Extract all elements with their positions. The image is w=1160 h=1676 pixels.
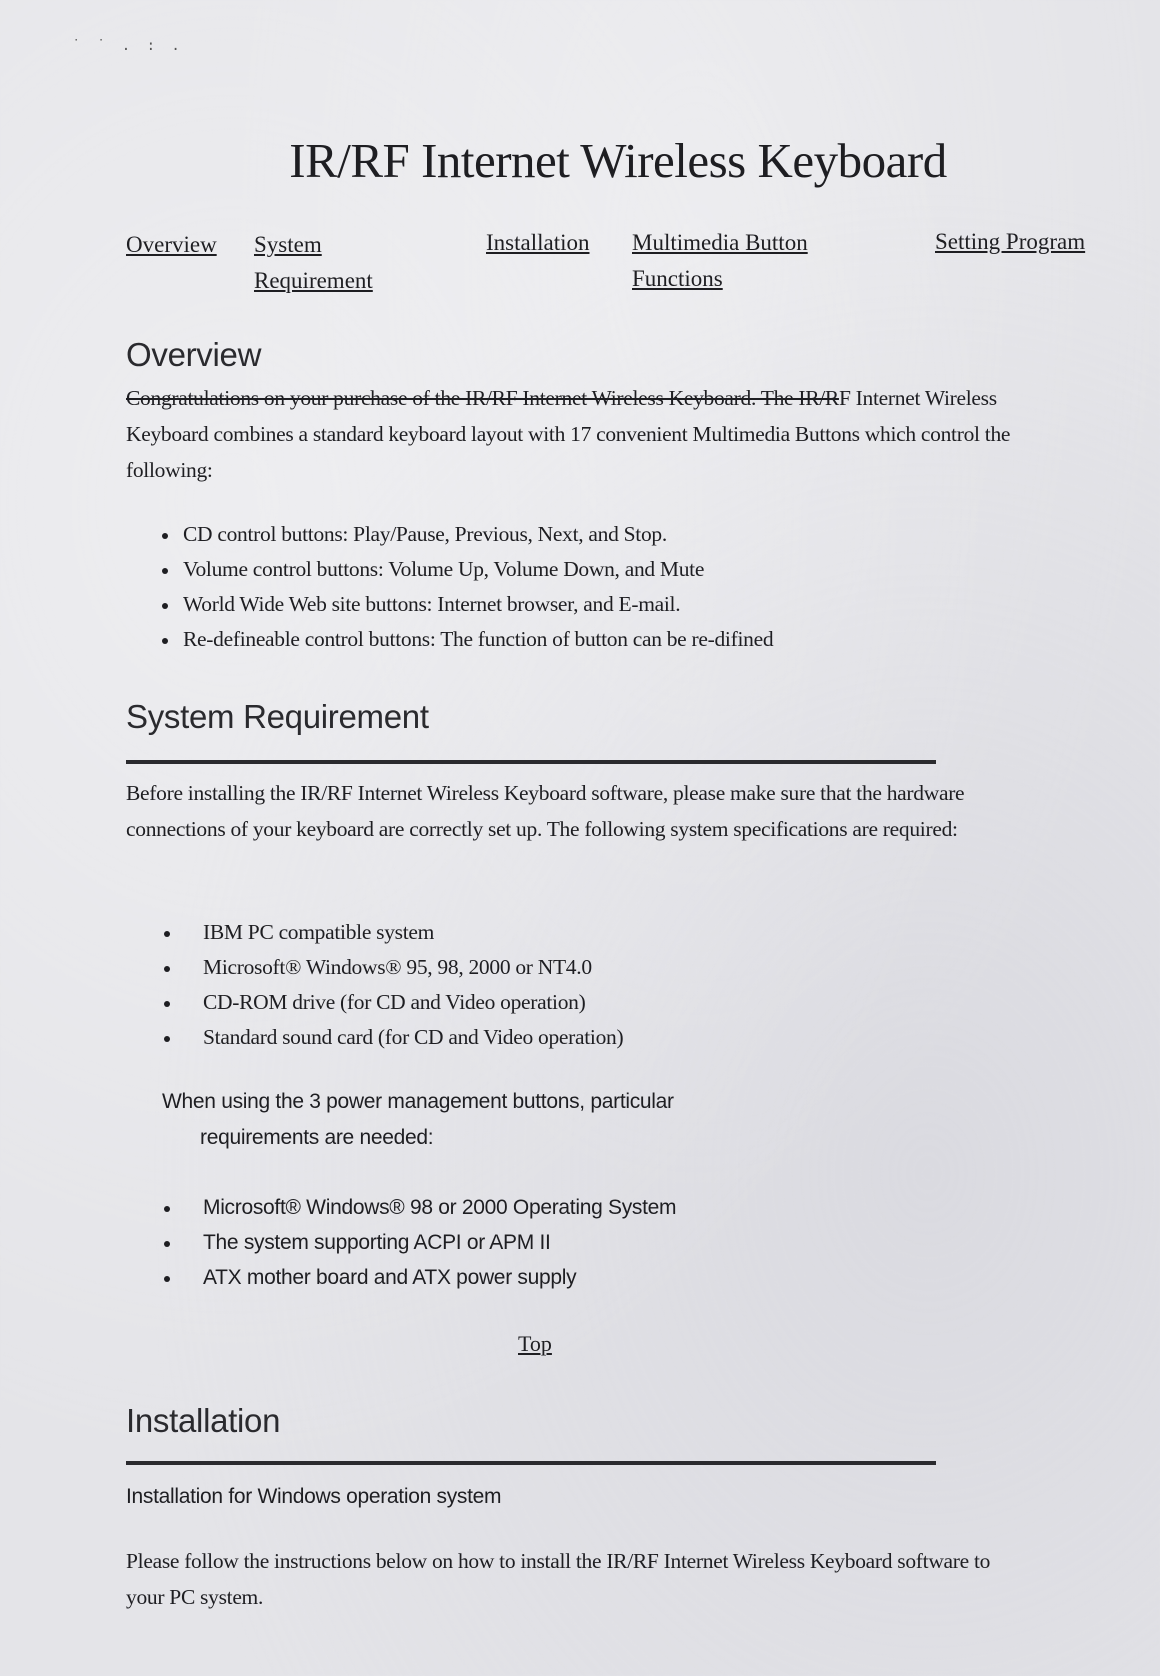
scan-specks: ˙ ˙ . : . <box>72 38 184 54</box>
list-item: Standard sound card (for CD and Video operation) <box>162 1020 623 1055</box>
power-management-note <box>162 1084 962 1156</box>
system-requirement-intro: Before installing the IR/RF Internet Wireless Keyboard software, please make sure that the hardware connections of your keyboard are correctly set up. The following system specifications are required: <box>126 781 965 841</box>
system-requirement-heading: System Requirement <box>126 698 429 735</box>
overview-intro-rest: Wireless Keyboard combines a standard keyboard layout with 17 convenient Multimedia Buttons which control the following: <box>126 386 1011 482</box>
power-requirement-list <box>162 1190 676 1295</box>
document-title: IR/RF Internet Wireless Keyboard <box>289 133 947 188</box>
power-note-line1: When using the 3 power management buttons, particular <box>162 1090 674 1113</box>
list-item: Microsoft® Windows® 95, 98, 2000 or NT4.0 <box>162 950 623 985</box>
section-divider <box>126 760 936 764</box>
nav-multimedia-line2: Functions <box>632 266 723 291</box>
overview-intro <box>126 380 1066 488</box>
section-divider <box>126 1461 936 1465</box>
back-to-top-link[interactable]: Top <box>518 1331 552 1356</box>
system-spec-list <box>162 915 623 1055</box>
list-item: CD-ROM drive (for CD and Video operation) <box>162 985 623 1020</box>
list-item: Microsoft® Windows® 98 or 2000 Operating System <box>162 1190 676 1225</box>
nav-overview-link[interactable]: Overview <box>126 232 217 257</box>
nav-multimedia-line1: Multimedia Button <box>632 230 808 255</box>
nav-setting-program-link[interactable]: Setting Program <box>935 229 1086 254</box>
overview-feature-list <box>160 517 773 657</box>
list-item: IBM PC compatible system <box>162 915 623 950</box>
installation-heading: Installation <box>126 1402 281 1439</box>
list-item: World Wide Web site buttons: Internet browser, and E-mail. <box>160 587 773 622</box>
list-item: The system supporting ACPI or APM II <box>162 1225 676 1260</box>
nav-system-line2: Requirement <box>254 268 373 293</box>
list-item: CD control buttons: Play/Pause, Previous, Next, and Stop. <box>160 517 773 552</box>
list-item: Re-defineable control buttons: The function of button can be re-difined <box>160 622 773 657</box>
overview-heading: Overview <box>126 336 262 373</box>
nav-system-line1: System <box>254 232 322 257</box>
nav-multimedia-link[interactable] <box>632 225 808 297</box>
nav-installation-link[interactable]: Installation <box>486 230 590 255</box>
list-item: ATX mother board and ATX power supply <box>162 1260 676 1295</box>
power-note-line2: requirements are needed: <box>200 1126 434 1149</box>
installation-subheading: Installation for Windows operation system <box>126 1485 502 1508</box>
nav-system-requirement-link[interactable] <box>254 227 373 299</box>
overview-intro-struck-text: Congratulations on your purchase of the IR/RF Internet Wireless Keyboard. The IR/R <box>126 386 839 410</box>
list-item: Volume control buttons: Volume Up, Volume Down, and Mute <box>160 552 773 587</box>
overview-intro-line1-rest: F Internet <box>838 386 921 410</box>
installation-instructions: Please follow the instructions below on how to install the IR/RF Internet Wireless Keyboard software to your PC system. <box>126 1549 991 1609</box>
